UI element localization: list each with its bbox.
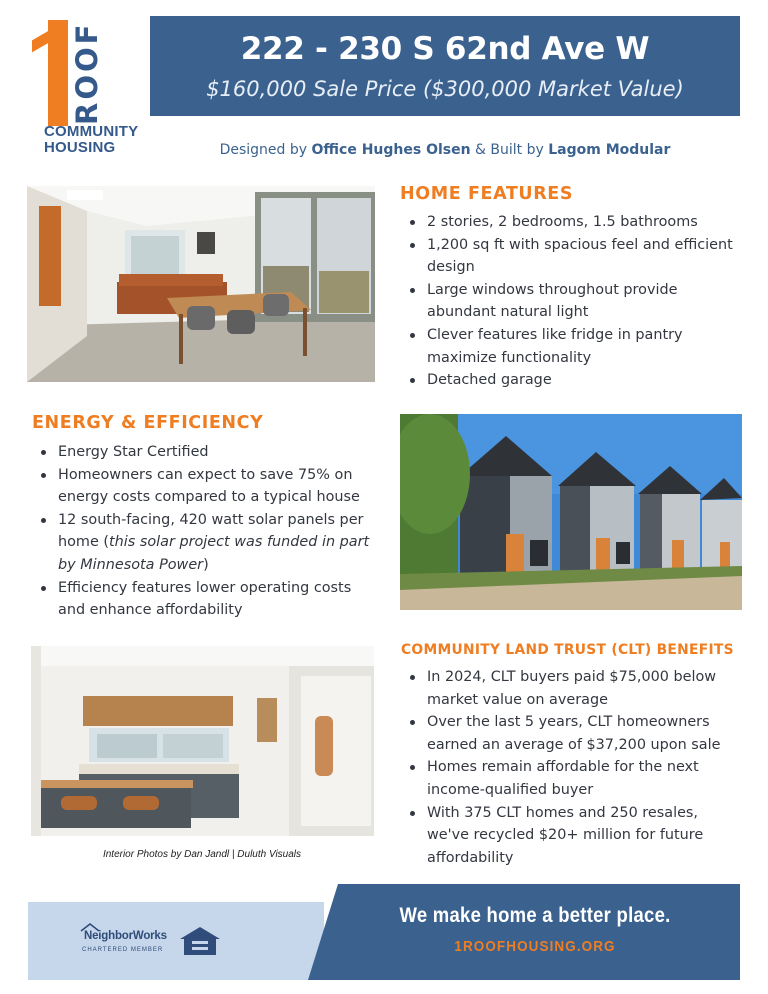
equal-housing-icon	[178, 925, 222, 957]
price-line: $160,000 Sale Price ($300,000 Market Value)	[206, 77, 684, 101]
footer-partner-panel	[28, 902, 324, 980]
interior-kitchen-photo	[31, 646, 374, 836]
list-item: Homeowners can expect to save 75% on energy costs compared to a typical house	[32, 464, 382, 509]
home-features-list	[401, 211, 741, 392]
list-item: Efficiency features lower operating costs and enhance affordability	[32, 577, 382, 622]
photo-credit-caption: Interior Photos by Dan Jandl | Duluth Visuals	[102, 849, 302, 860]
list-item: Large windows throughout provide abundant natural light	[401, 279, 741, 324]
neighborworks-logo: NeighborWorks CHARTERED MEMBER	[78, 922, 168, 962]
exterior-homes-photo	[400, 414, 742, 610]
page-title: 222 - 230 S 62nd Ave W	[240, 31, 650, 67]
list-item: Homes remain affordable for the next income-qualified buyer	[401, 756, 743, 801]
list-item: Energy Star Certified	[32, 441, 382, 464]
list-item: Clever features like fridge in pantry maximize functionality	[401, 324, 741, 369]
clt-benefits-title: COMMUNITY LAND TRUST (CLT) BENEFITS	[401, 642, 734, 658]
credits-line: Designed by Office Hughes Olsen & Built by Lagom Modular	[219, 142, 671, 158]
logo-numeral	[32, 20, 68, 126]
tagline: We make home a better place.	[399, 904, 671, 927]
logo-word: ROOF	[70, 21, 104, 125]
logo-tagline: COMMUNITY HOUSING	[44, 123, 139, 156]
list-item: With 375 CLT homes and 250 resales, we've recycled $20+ million for future affordability	[401, 802, 743, 870]
list-item: Detached garage	[401, 369, 741, 392]
website-link[interactable]: 1ROOFHOUSING.ORG	[454, 938, 616, 955]
interior-dining-photo	[27, 186, 375, 382]
list-item: 12 south-facing, 420 watt solar panels per home (this solar project was funded in part by Minnesota Power)	[32, 509, 382, 577]
home-features-title: HOME FEATURES	[400, 184, 574, 204]
list-item: 1,200 sq ft with spacious feel and efficient design	[401, 234, 741, 279]
energy-list	[32, 441, 382, 622]
clt-benefits-list	[401, 666, 743, 869]
builder-name: Lagom Modular	[548, 142, 671, 158]
designer-name: Office Hughes Olsen	[311, 142, 471, 158]
list-item: 2 stories, 2 bedrooms, 1.5 bathrooms	[401, 211, 741, 234]
header-banner	[150, 16, 740, 116]
energy-title: ENERGY & EFFICIENCY	[32, 413, 264, 433]
brand-logo	[30, 14, 142, 164]
footer-tagline-panel	[308, 884, 740, 980]
list-item: In 2024, CLT buyers paid $75,000 below market value on average	[401, 666, 743, 711]
list-item: Over the last 5 years, CLT homeowners earned an average of $37,200 upon sale	[401, 711, 743, 756]
